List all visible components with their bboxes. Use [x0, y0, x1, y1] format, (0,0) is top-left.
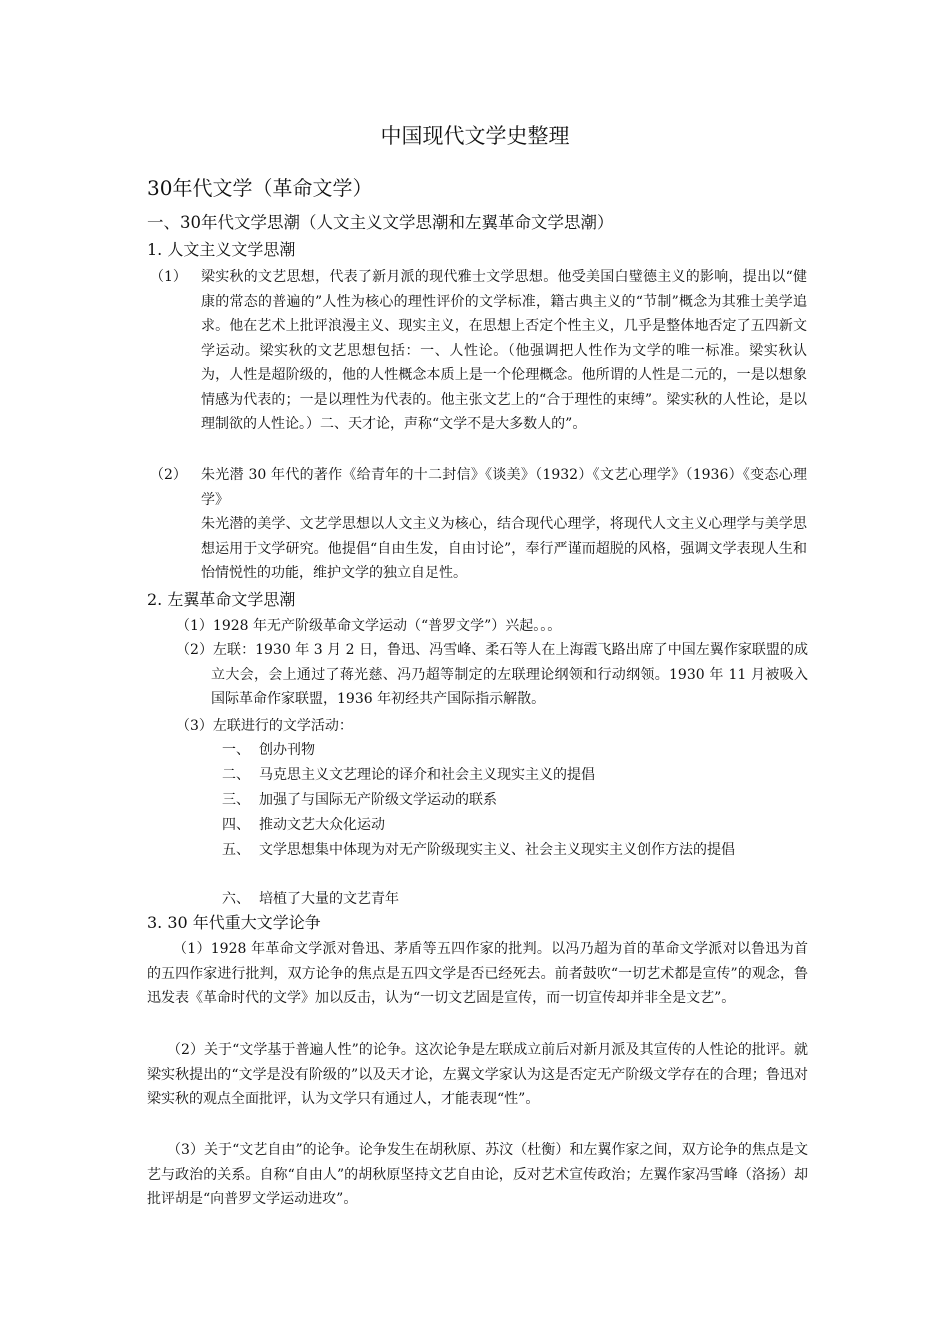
list-item-number: 二、 [222, 767, 250, 783]
section-heading-1930s: 30年代文学（革命文学） [147, 176, 373, 200]
heading-left-wing: 2. 左翼革命文学思潮 [147, 590, 296, 609]
para-marker-1: （1） [150, 269, 187, 285]
list-item-text: 加强了与国际无产阶级文学运动的联系 [259, 792, 497, 808]
list-item-text: 推动文艺大众化运动 [259, 817, 385, 833]
list-item [222, 763, 808, 788]
list-item-number: 四、 [222, 817, 250, 833]
list-item [222, 813, 808, 838]
paragraph-left-league: （2）左联：1930 年 3 月 2 日，鲁迅、冯雪峰、柔石等人在上海霞飞路出席了中国左翼作家联盟的成立大会，会上通过了蒋光慈、冯乃超等制定的左联理论纲领和行动纲领。1930 年 11 月被吸入国际革命作家联盟，1936 年初经共产国际指示解散。 [176, 642, 808, 707]
list-item [222, 838, 808, 863]
list-item [222, 887, 808, 912]
heading-humanism: 1. 人文主义文学思潮 [147, 240, 296, 259]
paragraph-league-activities: （3）左联进行的文学活动： [176, 718, 353, 734]
document-title: 中国现代文学史整理 [380, 124, 570, 148]
paragraph-zhu-guangqian-works: 朱光潜 30 年代的著作《给青年的十二封信》《谈美》（1932）《文艺心理学》（1936）《变态心理学》 [201, 467, 807, 508]
paragraph-proletarian-movement: （1）1928 年无产阶级革命文学运动（“普罗文学”）兴起。。。 [176, 618, 562, 634]
list-item-number: 六、 [222, 891, 250, 907]
subsection-heading-trends: 一、30年代文学思潮（人文主义文学思潮和左翼革命文学思潮） [147, 213, 614, 232]
paragraph-debate-2: （2）关于“文学基于普遍人性”的论争。这次论争是左联成立前后对新月派及其宣传的人性论的批评。就梁实秋提出的“文学是没有阶级的”以及天才论，左翼文学家认为这是否定无产阶级文学存在的合理；鲁迅对梁实秋的观点全面批评，认为文学只有通过人，才能表现“性”。 [147, 1042, 808, 1107]
heading-debates: 3. 30 年代重大文学论争 [147, 913, 321, 932]
list-item [222, 788, 808, 813]
list-item-text: 马克思主义文艺理论的译介和社会主义现实主义的提倡 [259, 767, 595, 783]
list-item-number: 三、 [222, 792, 250, 808]
list-item [222, 738, 808, 763]
paragraph-debate-3: （3）关于“文艺自由”的论争。论争发生在胡秋原、苏汶（杜衡）和左翼作家之间，双方论争的焦点是文艺与政治的关系。自称“自由人”的胡秋原坚持文艺自由论，反对艺术宣传政治；左翼作家冯雪峰（洛扬）却批评胡是“向普罗文学运动进攻”。 [147, 1142, 808, 1207]
paragraph-liang-shiqiu: 梁实秋的文艺思想，代表了新月派的现代雅士文学思想。他受美国白璧德主义的影响，提出以“健康的常态的普遍的”人性为核心的理性评价的文学标准，籍古典主义的“节制”概念为其雅士美学追求。他在艺术上批评浪漫主义、现实主义，在思想上否定个性主义，几乎是整体地否定了五四新文学运动。梁实秋的文艺思想包括：一、人性论。（他强调把人性作为文学的唯一标准。梁实秋认为，人性是超阶级的，他的人性概念本质上是一个伦理概念。他所谓的人性是二元的，一是以想象情感为代表的；一是以理性为代表的。他主张文艺上的“合于理性的束缚”。梁实秋的人性论，是以理制欲的人性论。）二、天才论，声称“文学不是大多数人的”。 [201, 269, 807, 432]
list-item-text: 文学思想集中体现为对无产阶级现实主义、社会主义现实主义创作方法的提倡 [259, 842, 735, 858]
paragraph-debate-1: （1）1928 年革命文学派对鲁迅、茅盾等五四作家的批判。以冯乃超为首的革命文学派对以鲁迅为首的五四作家进行批判，双方论争的焦点是五四文学是否已经死去。前者鼓吹“一切艺术都是宣传”的观念，鲁迅发表《革命时代的文学》加以反击，认为“一切文艺固是宣传，而一切宣传却并非全是文艺”。 [147, 941, 808, 1006]
list-item-number: 一、 [222, 742, 250, 758]
para-marker-2: （2） [150, 467, 187, 483]
paragraph-zhu-guangqian-thought: 朱光潜的美学、文艺学思想以人文主义为核心，结合现代心理学，将现代人文主义心理学与美学思想运用于文学研究。他提倡“自由生发，自由讨论”，奉行严谨而超脱的风格，强调文学表现人生和怡情悦性的功能，维护文学的独立自足性。 [201, 516, 807, 581]
list-item-text: 培植了大量的文艺青年 [259, 891, 399, 907]
list-item-text: 创办刊物 [259, 742, 315, 758]
list-item-number: 五、 [222, 842, 250, 858]
